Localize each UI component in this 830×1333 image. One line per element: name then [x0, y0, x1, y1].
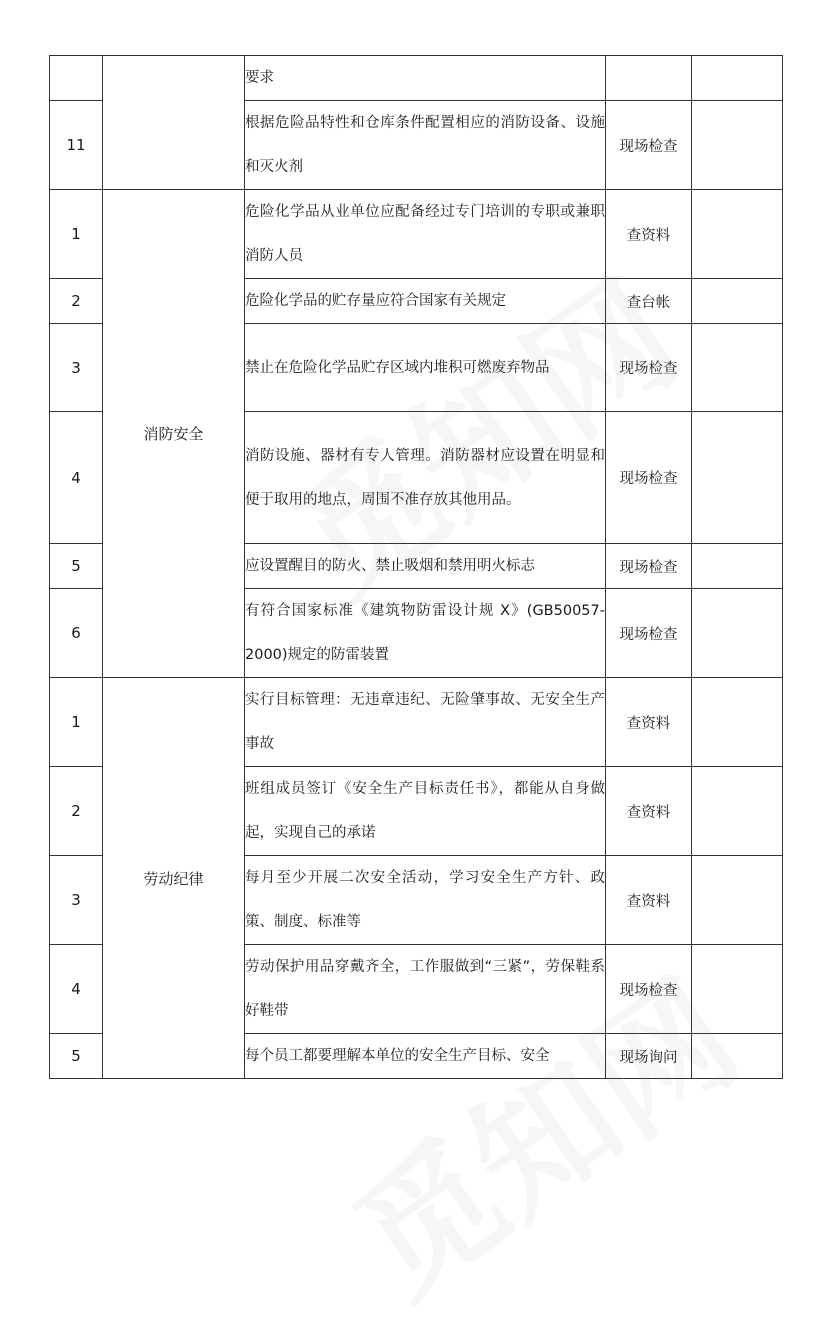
check-item: 危险化学品的贮存量应符合国家有关规定 [245, 279, 606, 324]
row-number: 5 [50, 544, 103, 589]
check-method: 查资料 [606, 856, 692, 945]
result-cell [692, 945, 783, 1034]
result-cell [692, 324, 783, 412]
result-cell [692, 544, 783, 589]
table-row [50, 56, 783, 101]
result-cell [692, 412, 783, 544]
check-method: 现场检查 [606, 945, 692, 1034]
result-cell [692, 767, 783, 856]
result-cell [692, 1034, 783, 1079]
row-number: 3 [50, 324, 103, 412]
result-cell [692, 678, 783, 767]
check-method: 现场检查 [606, 324, 692, 412]
result-cell [692, 101, 783, 190]
result-cell [692, 56, 783, 101]
row-number: 6 [50, 589, 103, 678]
result-cell [692, 279, 783, 324]
check-method: 现场检查 [606, 589, 692, 678]
check-method: 现场检查 [606, 412, 692, 544]
row-number: 2 [50, 767, 103, 856]
row-number [50, 56, 103, 101]
check-item: 消防设施、器材有专人管理。消防器材应设置在明显和便于取用的地点，周围不准存放其他用品。 [245, 412, 606, 544]
check-item: 每月至少开展二次安全活动，学习安全生产方针、政策、制度、标准等 [245, 856, 606, 945]
result-cell [692, 190, 783, 279]
category-cell [103, 56, 245, 190]
check-item: 危险化学品从业单位应配备经过专门培训的专职或兼职消防人员 [245, 190, 606, 279]
check-item: 有符合国家标准《建筑物防雷设计规 X》(GB50057-2000)规定的防雷装置 [245, 589, 606, 678]
row-number: 11 [50, 101, 103, 190]
check-method: 查资料 [606, 678, 692, 767]
table-row [50, 190, 783, 279]
row-number: 4 [50, 412, 103, 544]
row-number: 2 [50, 279, 103, 324]
check-method: 现场检查 [606, 544, 692, 589]
row-number: 5 [50, 1034, 103, 1079]
check-method: 查资料 [606, 767, 692, 856]
safety-checklist-table [49, 55, 783, 1079]
check-method: 查台帐 [606, 279, 692, 324]
check-item: 应设置醒目的防火、禁止吸烟和禁用明火标志 [245, 544, 606, 589]
check-item: 实行目标管理：无违章违纪、无险肇事故、无安全生产事故 [245, 678, 606, 767]
check-item: 根据危险品特性和仓库条件配置相应的消防设备、设施和灭火剂 [245, 101, 606, 190]
check-method: 现场询问 [606, 1034, 692, 1079]
category-cell: 劳动纪律 [103, 678, 245, 1079]
check-item: 劳动保护用品穿戴齐全，工作服做到“三紧”，劳保鞋系好鞋带 [245, 945, 606, 1034]
row-number: 1 [50, 678, 103, 767]
result-cell [692, 589, 783, 678]
row-number: 4 [50, 945, 103, 1034]
check-item: 禁止在危险化学品贮存区域内堆积可燃废弃物品 [245, 324, 606, 412]
row-number: 1 [50, 190, 103, 279]
table-row [50, 678, 783, 767]
check-method: 现场检查 [606, 101, 692, 190]
check-item: 每个员工都要理解本单位的安全生产目标、安全 [245, 1034, 606, 1079]
check-method: 查资料 [606, 190, 692, 279]
category-cell: 消防安全 [103, 190, 245, 678]
result-cell [692, 856, 783, 945]
check-item: 要求 [245, 56, 606, 101]
row-number: 3 [50, 856, 103, 945]
check-method [606, 56, 692, 101]
check-item: 班组成员签订《安全生产目标责任书》，都能从自身做起，实现自己的承诺 [245, 767, 606, 856]
